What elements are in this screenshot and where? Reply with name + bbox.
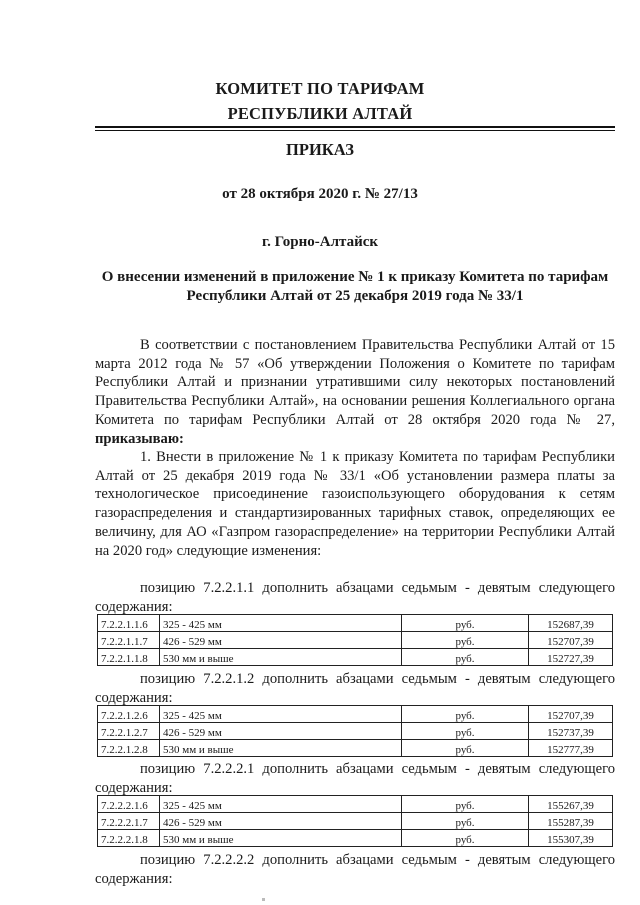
cell-value: 152687,39	[529, 615, 613, 632]
cell-range: 530 мм и выше	[160, 649, 402, 666]
table-row	[98, 723, 613, 740]
header-rule-thin	[95, 130, 615, 131]
section-intro: позицию 7.2.2.2.1 дополнить абзацами седьмым - девятым следующего содержания:	[95, 761, 615, 796]
cell-range: 325 - 425 мм	[160, 796, 402, 813]
table-row	[98, 813, 613, 830]
cell-unit: руб.	[402, 723, 529, 740]
cell-range: 426 - 529 мм	[160, 723, 402, 740]
cell-code: 7.2.2.1.2.6	[98, 706, 160, 723]
cell-unit: руб.	[402, 649, 529, 666]
cell-value: 152707,39	[529, 706, 613, 723]
cell-value: 155307,39	[529, 830, 613, 847]
cell-unit: руб.	[402, 615, 529, 632]
order-word: приказываю:	[95, 430, 184, 447]
cell-value: 155287,39	[529, 813, 613, 830]
org-name-line1: КОМИТЕТ ПО ТАРИФАМ	[215, 79, 425, 98]
cell-range: 325 - 425 мм	[160, 615, 402, 632]
cell-unit: руб.	[402, 830, 529, 847]
cell-code: 7.2.2.2.1.7	[98, 813, 160, 830]
header-rule	[95, 126, 615, 128]
tariff-table	[97, 795, 613, 847]
cell-unit: руб.	[402, 632, 529, 649]
table-row	[98, 615, 613, 632]
document-type: ПРИКАЗ	[286, 140, 354, 159]
scan-speck	[262, 898, 265, 901]
cell-code: 7.2.2.2.1.6	[98, 796, 160, 813]
document-date: от 28 октября 2020 г. № 27/13	[222, 186, 418, 202]
cell-range: 426 - 529 мм	[160, 632, 402, 649]
cell-range: 530 мм и выше	[160, 830, 402, 847]
table-row	[98, 706, 613, 723]
cell-code: 7.2.2.1.1.8	[98, 649, 160, 666]
cell-unit: руб.	[402, 706, 529, 723]
cell-value: 152777,39	[529, 740, 613, 757]
cell-range: 325 - 425 мм	[160, 706, 402, 723]
cell-range: 530 мм и выше	[160, 740, 402, 757]
cell-code: 7.2.2.1.1.7	[98, 632, 160, 649]
cell-code: 7.2.2.2.1.8	[98, 830, 160, 847]
tariff-table	[97, 614, 613, 666]
cell-range: 426 - 529 мм	[160, 813, 402, 830]
section-intro: позицию 7.2.2.1.2 дополнить абзацами седьмым - девятым следующего содержания:	[95, 671, 615, 706]
cell-unit: руб.	[402, 740, 529, 757]
table-row	[98, 740, 613, 757]
cell-code: 7.2.2.1.1.6	[98, 615, 160, 632]
cell-value: 152737,39	[529, 723, 613, 740]
table-row	[98, 632, 613, 649]
item-1-paragraph: 1. Внести в приложение № 1 к приказу Комитета по тарифам Республики Алтай от 25 декабря 2019 года № 33/1 «Об установлении размера платы за технологическое присоединение газоиспользующего оборудования к сетям газораспределения и стандартизированных тарифных ставок, определяющих ее величину, для АО «Газпром газораспределение» на территории Республики Алтай на 2020 год» следующие изменения:	[95, 449, 615, 559]
document-subject: О внесении изменений в приложение № 1 к приказу Комитета по тарифам Республики Алтай от 25 декабря 2019 года № 33/1	[101, 269, 609, 304]
cell-value: 155267,39	[529, 796, 613, 813]
cell-value: 152727,39	[529, 649, 613, 666]
org-name-line2: РЕСПУБЛИКИ АЛТАЙ	[227, 104, 413, 123]
cell-code: 7.2.2.1.2.7	[98, 723, 160, 740]
cell-unit: руб.	[402, 796, 529, 813]
preamble-text: В соответствии с постановлением Правительства Республики Алтай от 15 марта 2012 года № 57 «Об утверждении Положения о Комитете по тарифам Республики Алтай и признании утратившими силу некоторых постановлений Правительства Республики Алтай», на основании решения Коллегиального органа Комитета по тарифам Республики Алтай от 28 октября 2020 года № 27,	[95, 337, 615, 428]
preamble-paragraph	[95, 336, 615, 448]
cell-value: 152707,39	[529, 632, 613, 649]
table-row	[98, 649, 613, 666]
document-city: г. Горно-Алтайск	[261, 234, 379, 250]
table-row	[98, 796, 613, 813]
section-intro: позицию 7.2.2.1.1 дополнить абзацами седьмым - девятым следующего содержания:	[95, 580, 615, 615]
table-row	[98, 830, 613, 847]
cell-unit: руб.	[402, 813, 529, 830]
tariff-table	[97, 705, 613, 757]
section-intro: позицию 7.2.2.2.2 дополнить абзацами седьмым - девятым следующего содержания:	[95, 852, 615, 887]
cell-code: 7.2.2.1.2.8	[98, 740, 160, 757]
